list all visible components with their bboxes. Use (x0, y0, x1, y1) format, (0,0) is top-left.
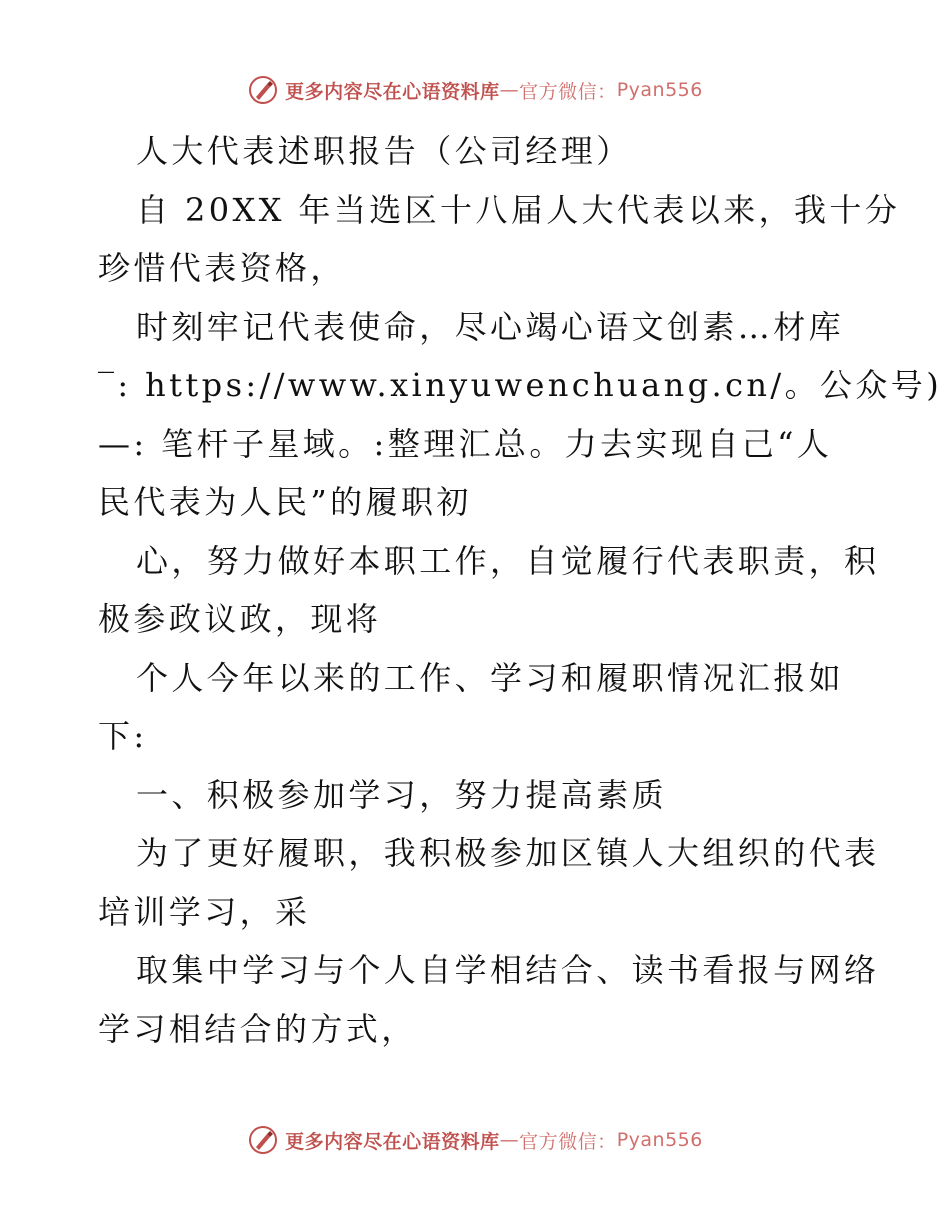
footer-wechat-label: 官方微信： (519, 1130, 617, 1153)
header-brand-text: 更多内容尽在心语资料库 (285, 80, 500, 103)
document-line: 极参政议政，现将 (98, 600, 382, 638)
document-line: 时刻牢记代表使命，尽心竭心语文创素…材库 (136, 307, 845, 346)
document-line: 心，努力做好本职工作，自觉履行代表职责，积 (136, 541, 880, 580)
document-line: 自 20XX 年当选区十八届人大代表以来，我十分 (136, 190, 901, 229)
footer-brand-text: 更多内容尽在心语资料库 (285, 1130, 500, 1153)
document-line: 个人今年以来的工作、学习和履职情况汇报如 (136, 658, 845, 697)
document-body (98, 122, 943, 1058)
document-line: 珍惜代表资格， (98, 249, 346, 287)
pen-seal-icon (247, 74, 279, 106)
document-line: 为了更好履职，我积极参加区镇人大组织的代表 (136, 834, 880, 872)
header-wechat-id: Pyan556 (616, 79, 703, 101)
document-line: 取集中学习与个人自学相结合、读书看报与网络 (136, 951, 880, 989)
document-line: 一、积极参加学习，努力提高素质 (136, 775, 668, 814)
document-line: 民代表为人民”的履职初 (98, 483, 472, 521)
footer-dash: — (499, 1129, 520, 1151)
header-banner (0, 72, 950, 108)
document-line: 人大代表述职报告（公司经理） (136, 132, 632, 170)
pen-seal-icon (247, 1124, 279, 1156)
document-line: 下: (98, 717, 148, 755)
header-dash: — (499, 79, 520, 101)
document-line: ‾: https://www.xinyuwenchuang.cn/。公众号) (98, 366, 943, 404)
footer-wechat-id: Pyan556 (616, 1129, 703, 1151)
document-line: —: 笔杆子星域。:整理汇总。力去实现自己“人 (98, 424, 833, 463)
footer-banner (0, 1122, 950, 1158)
document-line: 学习相结合的方式， (98, 1009, 417, 1048)
header-wechat-label: 官方微信： (519, 80, 617, 103)
document-line: 培训学习，采 (98, 892, 311, 931)
